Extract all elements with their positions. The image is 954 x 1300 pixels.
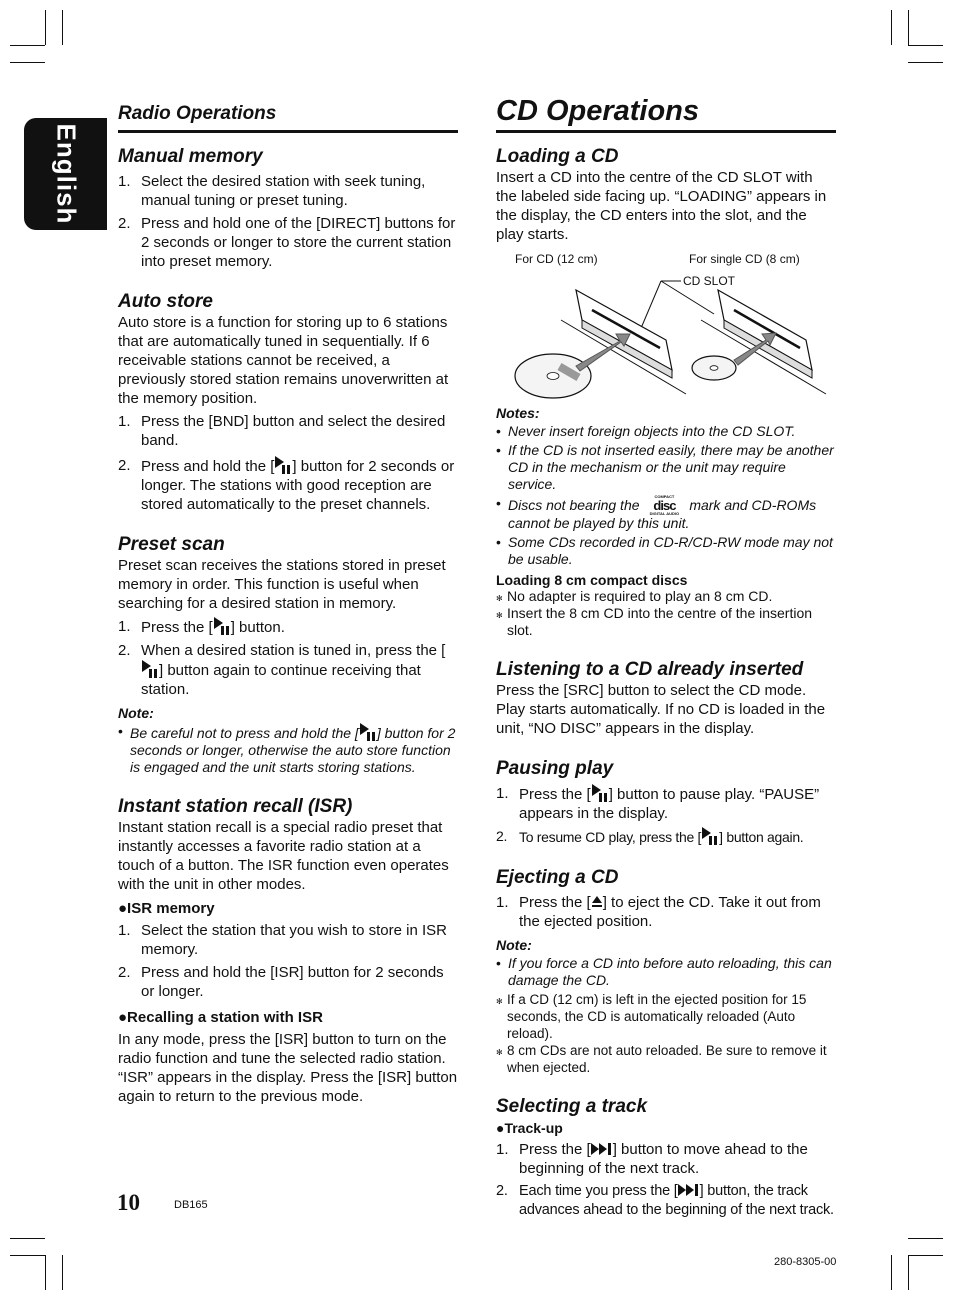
list-item: 1. Press the [ ] button. [118,618,285,636]
crop-mark [45,10,46,45]
crop-mark [45,1255,46,1290]
crop-mark [908,10,909,45]
list-item: 1. Select the station that you wish to store in ISR memory. [118,922,447,958]
list-item: ✻ Insert the 8 cm CD into the centre of the insertion slot. [496,605,836,639]
pausing-steps [496,784,836,847]
page-title: CD Operations [496,95,836,133]
list-item: 2. Each time you press the [ ] button, the track advances ahead to the beginning of the next track. [496,1183,834,1218]
list-item: • Discs not bearing the COMPACT disc DIGITAL AUDIO mark and CD-ROMs cannot be played by this unit. [496,495,836,532]
right-flow-top [496,128,836,244]
crop-mark [10,45,45,46]
list-item: • If you force a CD into before auto reloading, this can damage the CD. [496,955,836,989]
play-pause-icon [701,827,719,845]
ejecting-asterisk-notes [496,991,836,1076]
isr-body: Instant station recall is a special radio preset that instantly accesses a favorite radio station at a touch of a button. The ISR function even operates with the unit in other modes. [118,819,449,893]
auto-store-steps [118,412,458,514]
eject-icon [591,896,603,908]
listening-body: Press the [SRC] button to select the CD mode. Play starts automatically. If no CD is loaded in the unit, “NO DISC” appears in the display. [496,682,826,737]
crop-mark [891,10,892,45]
preset-scan-heading: Preset scan [118,534,225,555]
crop-mark [908,1255,909,1290]
crop-mark [62,1255,63,1290]
ejecting-heading: Ejecting a CD [496,867,619,888]
isr-memory-steps [118,921,458,1001]
crop-mark [908,1255,943,1256]
play-pause-icon [213,617,231,635]
list-item: 1. Press the [ ] button to move ahead to the beginning of the next track. [496,1141,808,1177]
isr-recall-heading: ●Recalling a station with ISR [118,1009,323,1026]
list-item: 2. To resume CD play, press the [ ] button again. [496,828,804,845]
list-item: 1. Press the [BND] button and select the desired band. [118,413,446,449]
preset-scan-body: Preset scan receives the stations stored in preset memory in order. This function is useful when searching for a desired station in memory. [118,557,446,612]
ejecting-steps [496,893,836,931]
next-track-icon [678,1184,700,1196]
cd-8cm-disc [692,356,736,380]
list-item: ✻ 8 cm CDs are not auto reloaded. Be sure to remove it when ejected. [496,1042,836,1076]
cd-12cm-disc [515,354,591,398]
loading-notes [496,423,836,568]
play-pause-icon [141,660,159,678]
list-item: 2. Press and hold one of the [DIRECT] buttons for 2 seconds or longer to store the current station into preset memory. [118,215,456,270]
list-item: ✻ No adapter is required to play an 8 cm CD. [496,588,836,605]
model-code: DB165 [174,1199,208,1211]
next-track-icon [591,1143,613,1155]
pausing-heading: Pausing play [496,758,614,779]
cd-loading-illustration [496,248,836,404]
language-tab-label: English [51,123,81,225]
cd-loading-figure [496,248,836,404]
selecting-heading: Selecting a track [496,1096,648,1117]
crop-mark [10,1255,45,1256]
compact-disc-logo: COMPACT disc DIGITAL AUDIO [649,494,680,516]
page-number: 10 [117,1190,140,1215]
crop-mark [62,10,63,45]
crop-mark [908,62,943,63]
isr-memory-heading: ●ISR memory [118,900,215,917]
crop-mark [10,1238,45,1239]
note-heading: Note: [496,937,532,953]
list-item: 2. Press and hold the [ ] button for 2 seconds or longer. The stations with good reception are stored automatically to the preset channels. [118,457,455,513]
list-item: 2. Press and hold the [ISR] button for 2 seconds or longer. [118,964,444,1000]
preset-scan-notes [118,723,458,776]
language-tab [24,118,107,230]
list-item: • If the CD is not inserted easily, there may be another CD in the mechanism or the unit may require service. [496,442,836,493]
list-item: • Be careful not to press and hold the [ ] button for 2 seconds or longer, otherwise the auto store function is engaged and the unit starts storing stations. [118,723,458,776]
play-pause-icon [359,723,377,741]
list-item: • Some CDs recorded in CD-R/CD-RW mode may not be usable. [496,534,836,568]
list-item: 1. Select the desired station with seek tuning, manual tuning or preset tuning. [118,173,426,209]
part-number: 280-8305-00 [774,1256,837,1268]
auto-store-heading: Auto store [118,291,213,312]
crop-mark [891,1255,892,1290]
list-item: 1. Press the [ ] button to pause play. “PAUSE” appears in the display. [496,785,820,822]
section-heading: Radio Operations [118,103,458,133]
eight-cm-notes [496,588,836,639]
track-up-heading: ●Track-up [496,1120,563,1136]
listening-heading: Listening to a CD already inserted [496,659,804,680]
list-item: ✻ If a CD (12 cm) is left in the ejected position for 15 seconds, the CD is automatically reloaded (Auto reload). [496,991,836,1042]
manual-memory-heading: Manual memory [118,146,263,167]
right-flow-bottom [496,405,836,1220]
note-heading: Note: [118,705,154,721]
notes-heading: Notes: [496,405,540,421]
isr-recall-body: In any mode, press the [ISR] button to turn on the radio function and tune the selected radio station. “ISR” appears in the display. Press the [ISR] button again to return to the previous mode. [118,1031,458,1105]
figure-label-cd-slot: CD SLOT [683,274,736,288]
eight-cm-heading: Loading 8 cm compact discs [496,572,688,588]
left-flow [118,128,458,1106]
ejecting-notes [496,955,836,989]
figure-label-12cm: For CD (12 cm) [515,252,598,266]
play-pause-icon [591,784,609,802]
crop-mark [908,45,943,46]
list-item: • Never insert foreign objects into the CD SLOT. [496,423,836,440]
isr-heading: Instant station recall (ISR) [118,796,353,817]
list-item: 1. Press the [ ] to eject the CD. Take it out from the ejected position. [496,894,821,930]
figure-label-8cm: For single CD (8 cm) [689,252,800,266]
crop-mark [908,1238,943,1239]
loading-heading: Loading a CD [496,146,619,167]
manual-memory-steps [118,172,458,271]
play-pause-icon [274,456,292,474]
loading-body: Insert a CD into the centre of the CD SLOT with the labeled side facing up. “LOADING” appears in the display, the CD enters into the slot, and the play starts. [496,169,827,243]
selecting-steps [496,1140,836,1220]
auto-store-body: Auto store is a function for storing up to 6 stations that are automatically tuned in sequentially. If 6 receivable stations cannot be received, a previously stored station remains unoverwritten at the memory position. [118,314,449,407]
list-item: 2. When a desired station is tuned in, press the [ ] button again to continue receiving that station. [118,642,446,698]
crop-mark [10,62,45,63]
preset-scan-steps [118,617,458,699]
